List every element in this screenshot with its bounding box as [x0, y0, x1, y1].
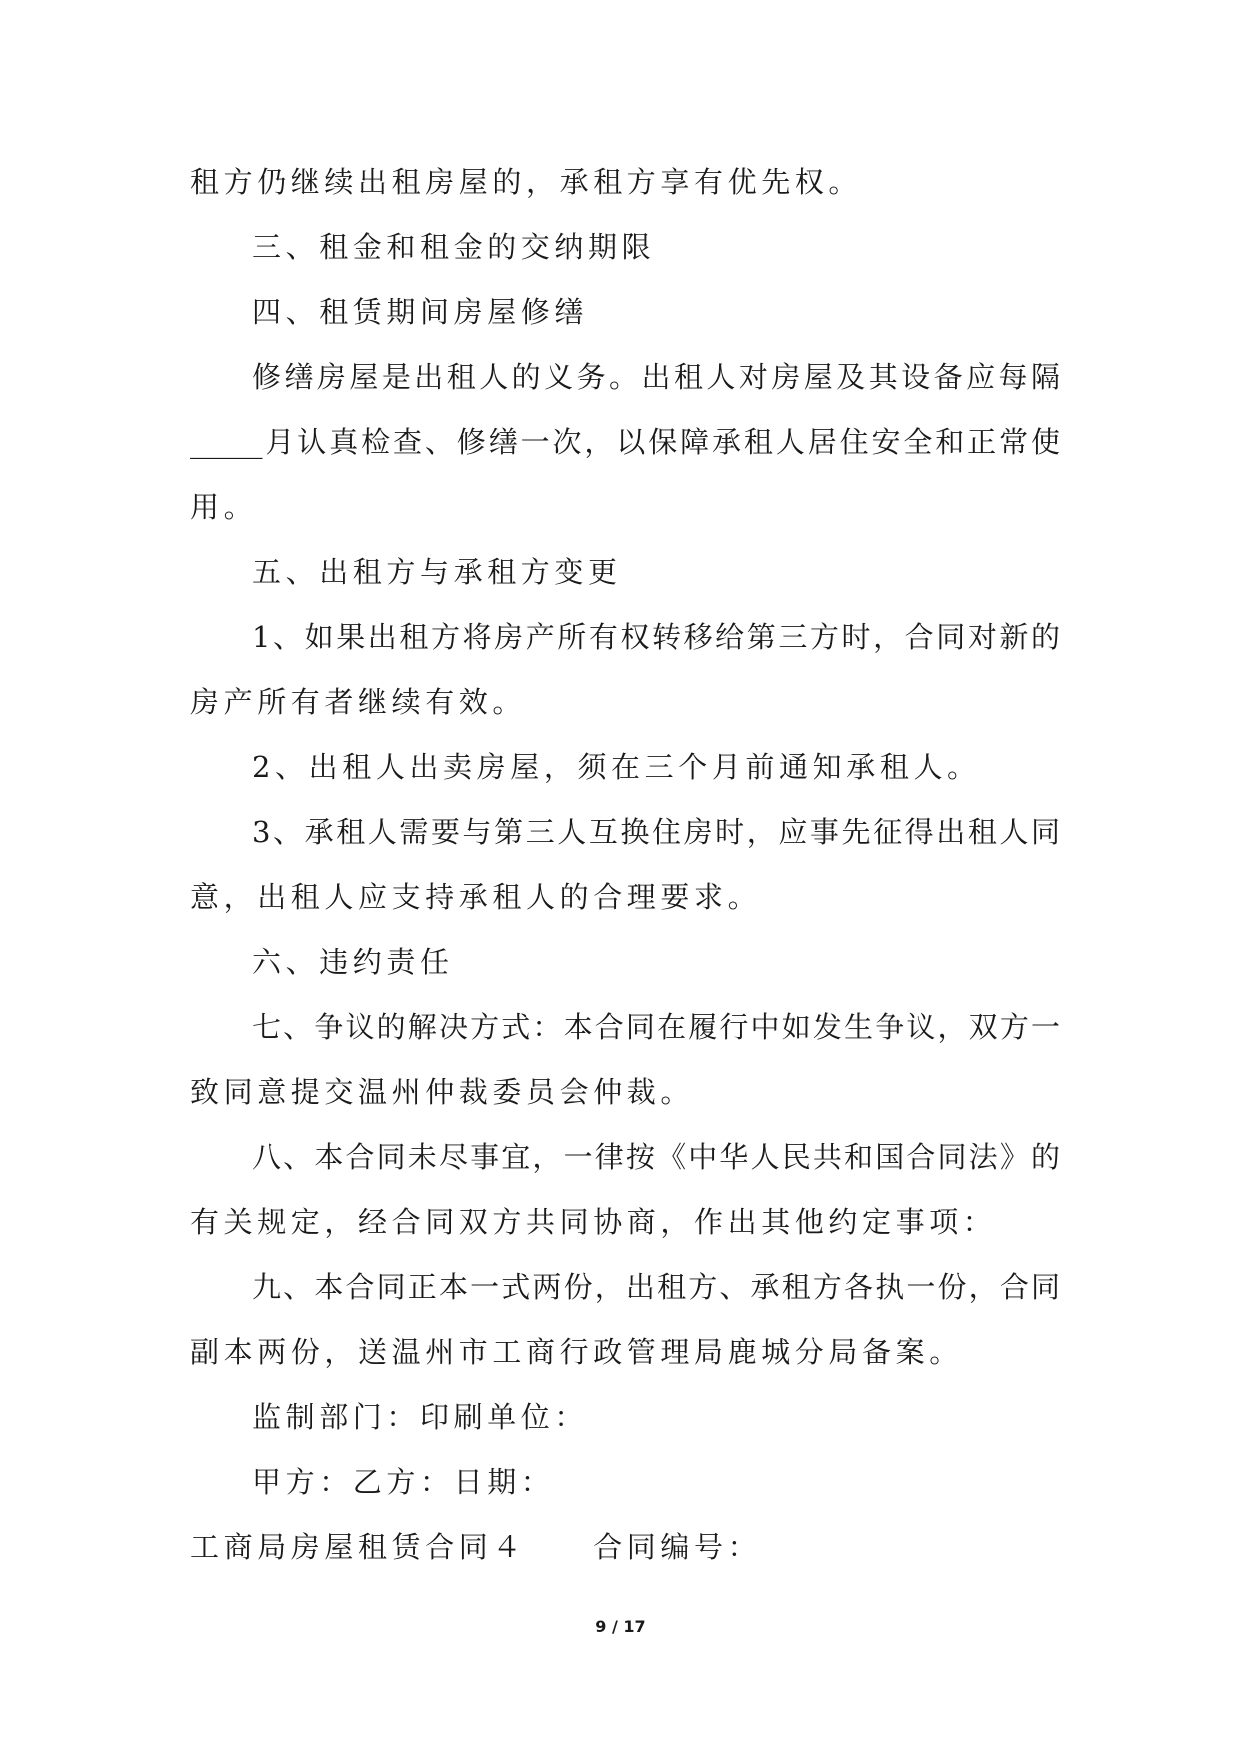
- text-line: 甲方：乙方：日期：: [252, 1465, 555, 1499]
- text-line: 租方仍继续出租房屋的，承租方享有优先权。: [190, 165, 863, 199]
- text-line: 致同意提交温州仲裁委员会仲裁。: [190, 1075, 695, 1109]
- text-line: _____月认真检查、修缮一次，以保障承租人居住安全和正常使: [190, 425, 1060, 459]
- text-line: 有关规定，经合同双方共同协商，作出其他约定事项：: [190, 1205, 997, 1239]
- text-line: 工商局房屋租赁合同４ 合同编号：: [190, 1530, 762, 1564]
- page-number: 9 / 17: [595, 1617, 646, 1636]
- text-line: 房产所有者继续有效。: [190, 685, 527, 719]
- text-line: 用。: [190, 490, 258, 524]
- text-line: 三、租金和租金的交纳期限: [252, 230, 656, 264]
- text-line: 监制部门：印刷单位：: [252, 1400, 589, 1434]
- text-line: 七、争议的解决方式：本合同在履行中如发生争议，双方一: [252, 1010, 1060, 1044]
- text-line: 四、租赁期间房屋修缮: [252, 295, 589, 329]
- text-line: 九、本合同正本一式两份，出租方、承租方各执一份，合同: [252, 1270, 1060, 1304]
- text-line: 3、承租人需要与第三人互换住房时，应事先征得出租人同: [252, 815, 1060, 849]
- document-body: [190, 150, 1060, 1580]
- text-line: 八、本合同未尽事宜，一律按《中华人民共和国合同法》的: [252, 1140, 1060, 1174]
- text-line: 五、出租方与承租方变更: [252, 555, 622, 589]
- text-line: 意，出租人应支持承租人的合理要求。: [190, 880, 762, 914]
- text-line: 修缮房屋是出租人的义务。出租人对房屋及其设备应每隔: [252, 360, 1060, 394]
- text-line: 2、出租人出卖房屋，须在三个月前通知承租人。: [252, 750, 981, 784]
- text-line: 六、违约责任: [252, 945, 454, 979]
- text-line: 1、如果出租方将房产所有权转移给第三方时，合同对新的: [252, 620, 1060, 654]
- text-line: 副本两份，送温州市工商行政管理局鹿城分局备案。: [190, 1335, 963, 1369]
